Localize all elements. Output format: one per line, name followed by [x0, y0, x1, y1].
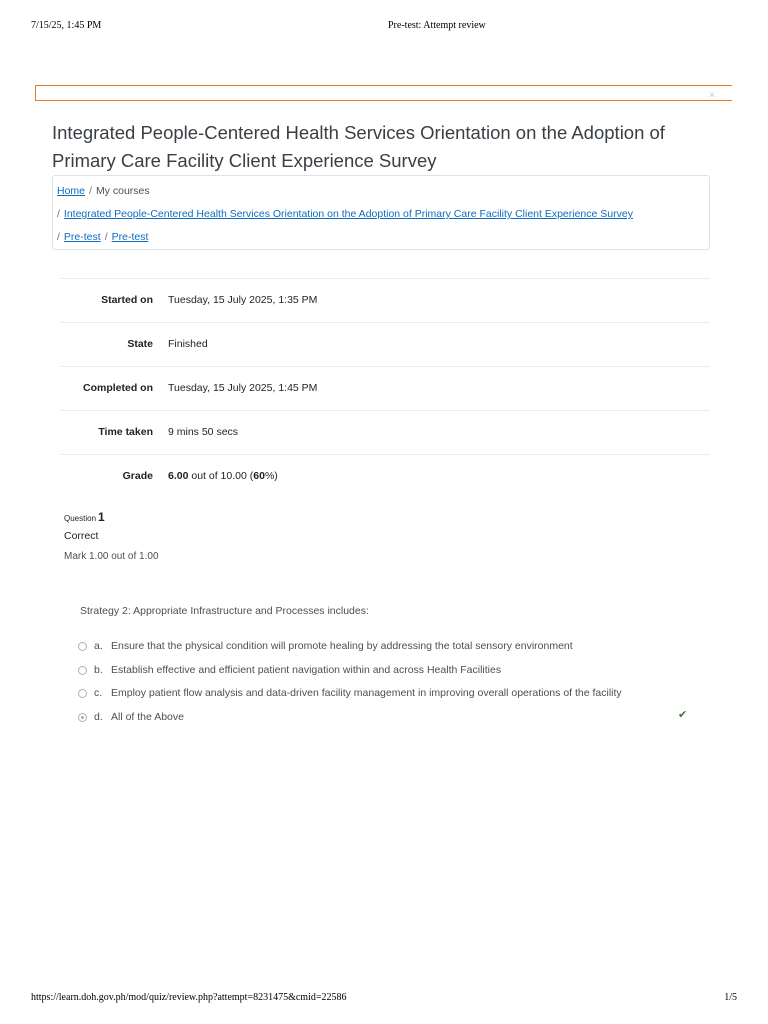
breadcrumb-my-courses: My courses [95, 185, 150, 197]
answer-letter: d. [94, 710, 103, 723]
close-icon[interactable]: × [709, 90, 715, 101]
print-page-title: Pre-test: Attempt review [388, 20, 486, 31]
attempt-summary-table [60, 278, 710, 498]
summary-value: Tuesday, 15 July 2025, 1:35 PM [168, 294, 318, 306]
page-title: Integrated People-Centered Health Services Orientation on the Adoption of Primary Care Facility Client Experience Survey [52, 122, 665, 171]
answer-text: Ensure that the physical condition will promote healing by addressing the total sensory environment [111, 640, 573, 652]
grade-value [168, 470, 278, 482]
checkmark-icon: ✔ [678, 708, 688, 721]
answer-option-b[interactable] [78, 664, 698, 688]
summary-row-grade [60, 455, 710, 498]
summary-row-started [60, 279, 710, 323]
summary-label: State [127, 338, 153, 350]
grade-open-paren: ( [249, 470, 254, 482]
breadcrumb-section-link[interactable]: Pre-test [63, 231, 101, 243]
answer-letter: c. [94, 687, 103, 699]
summary-value: Tuesday, 15 July 2025, 1:45 PM [168, 382, 318, 394]
radio-button[interactable] [78, 689, 87, 698]
grade-score: 6.00 [168, 470, 189, 482]
summary-label: Started on [101, 294, 153, 306]
answer-list [78, 640, 698, 734]
breadcrumb [52, 175, 710, 250]
summary-row-state [60, 323, 710, 367]
radio-button-selected[interactable] [78, 713, 87, 722]
breadcrumb-separator: / [57, 231, 60, 243]
print-url: https://learn.doh.gov.ph/mod/quiz/review.php?attempt=8231475&cmid=22586 [31, 992, 347, 1003]
answer-letter: b. [94, 663, 103, 676]
question-prefix: Question [64, 514, 97, 523]
question-number-value: 1 [98, 510, 105, 524]
summary-value: 9 mins 50 secs [168, 426, 239, 438]
radio-button[interactable] [78, 666, 87, 675]
question-state: Correct [64, 530, 99, 542]
answer-option-c[interactable] [78, 687, 698, 711]
radio-button[interactable] [78, 642, 87, 651]
breadcrumb-separator: / [57, 208, 60, 220]
question-text: Strategy 2: Appropriate Infrastructure and Processes includes: [80, 605, 369, 617]
answer-text: Employ patient flow analysis and data-driven facility management in improving overall operations of the facility [111, 687, 622, 699]
print-page-number: 1/5 [724, 992, 737, 1003]
print-datetime: 7/15/25, 1:45 PM [31, 20, 102, 31]
question-info [64, 510, 204, 562]
answer-text: Establish effective and efficient patient navigation within and across Health Facilities [111, 663, 502, 676]
summary-label: Completed on [83, 382, 153, 394]
breadcrumb-course-link[interactable]: Integrated People-Centered Health Services Orientation on the Adoption of Primary Care Facility Client Experience Survey [63, 208, 633, 220]
summary-label: Time taken [98, 426, 153, 438]
notice-bar [35, 85, 732, 101]
question-number [64, 510, 204, 524]
answer-text: All of the Above [111, 710, 184, 723]
breadcrumb-separator: / [89, 185, 92, 197]
answer-option-d[interactable] [78, 708, 698, 735]
question-mark: Mark 1.00 out of 1.00 [64, 551, 159, 562]
print-footer [31, 992, 737, 1006]
summary-row-completed [60, 367, 710, 411]
summary-row-time-taken [60, 411, 710, 455]
answer-option-a[interactable] [78, 640, 698, 664]
grade-out-of: out of 10.00 [191, 470, 247, 482]
answer-letter: a. [94, 640, 103, 652]
grade-label: Grade [122, 470, 153, 482]
grade-close-paren: %) [264, 470, 278, 482]
breadcrumb-home-link[interactable]: Home [57, 185, 86, 197]
print-header [31, 20, 737, 34]
breadcrumb-quiz-link[interactable]: Pre-test [111, 231, 149, 243]
breadcrumb-separator: / [104, 231, 108, 243]
summary-value: Finished [168, 338, 208, 350]
grade-percent: 60 [253, 470, 265, 482]
